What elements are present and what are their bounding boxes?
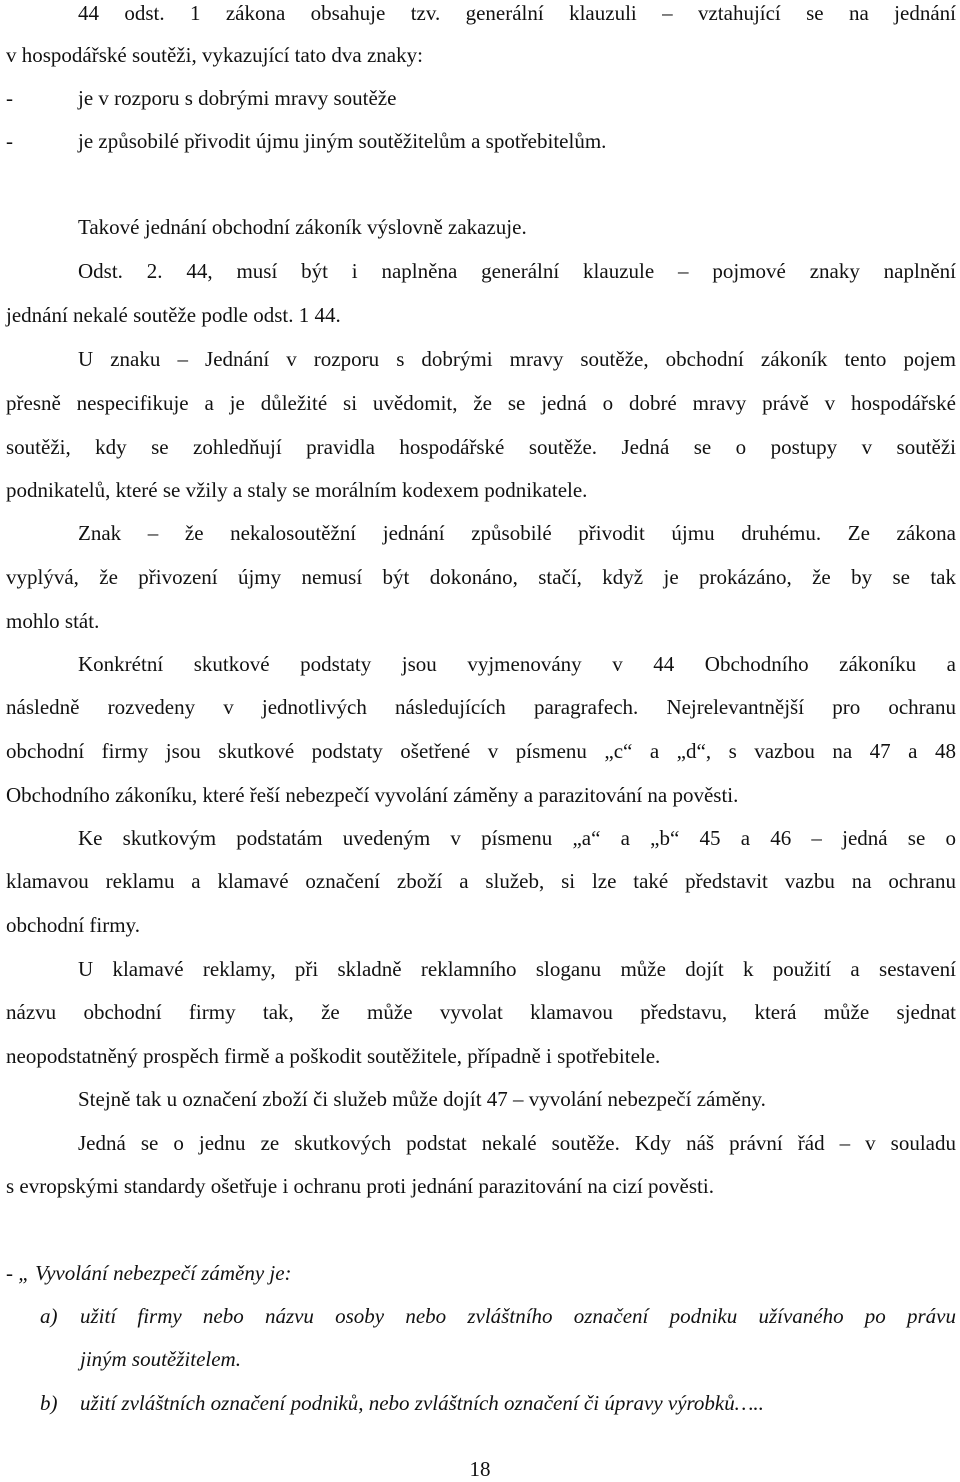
text-line: Obchodního zákoníku, které řeší nebezpečí vyvolání záměny a parazitování na pověsti. — [6, 783, 739, 807]
section-heading: - „ Vyvolání nebezpečí záměny je: — [6, 1261, 292, 1285]
text-line: jednání nekalé soutěže podle odst. 1 44. — [6, 303, 341, 327]
text-line: 44 odst. 1 zákona obsahuje tzv. generální klauzuli – vztahující se na jednání — [78, 1, 956, 25]
text-line: názvu obchodní firmy tak, že může vyvolat klamavou představu, která může sjednat — [6, 1000, 956, 1024]
text-line: soutěži, kdy se zohledňují pravidla hospodářské soutěže. Jedná se o postupy v soutěži — [6, 435, 956, 459]
text-line: v hospodářské soutěži, vykazující tato dva znaky: — [6, 43, 423, 67]
text-line: mohlo stát. — [6, 609, 100, 633]
text-line: neopodstatněný prospěch firmě a poškodit soutěžitele, případně i spotřebitele. — [6, 1044, 661, 1068]
list-item-text: je způsobilé přivodit újmu jiným soutěžitelům a spotřebitelům. — [78, 129, 607, 153]
text-line: Takové jednání obchodní zákoník výslovně zakazuje. — [78, 215, 527, 239]
list-item-continuation: jiným soutěžitelem. — [80, 1347, 241, 1371]
text-line: následně rozvedeny v jednotlivých následujících paragrafech. Nejrelevantnější pro ochranu — [6, 695, 956, 719]
list-marker: b) — [40, 1391, 58, 1415]
bullet-dash: - — [6, 86, 13, 110]
list-item-text: užití firmy nebo názvu osoby nebo zvláštního označení podniku užívaného po právu — [80, 1304, 956, 1328]
page-number: 18 — [469, 1457, 491, 1481]
list-marker: a) — [40, 1304, 58, 1328]
text-line: klamavou reklamu a klamavé označení zboží a služeb, si lze také představit vazbu na ochranu — [6, 869, 956, 893]
list-item-text: užití zvláštních označení podniků, nebo zvláštních označení či úpravy výrobků….. — [80, 1391, 764, 1415]
text-line: Ke skutkovým podstatám uvedeným v písmenu „a“ a „b“ 45 a 46 – jedná se o — [78, 826, 956, 850]
bullet-dash: - — [6, 129, 13, 153]
text-line: Konkrétní skutkové podstaty jsou vyjmenovány v 44 Obchodního zákoníku a — [78, 652, 956, 676]
list-item — [6, 85, 396, 111]
text-line: s evropskými standardy ošetřuje i ochranu proti jednání parazitování na cizí pověsti. — [6, 1174, 714, 1198]
text-line: Znak – že nekalosoutěžní jednání způsobilé přivodit újmu druhému. Ze zákona — [78, 521, 956, 545]
list-item — [6, 128, 606, 154]
text-line: Jedná se o jednu ze skutkových podstat nekalé soutěže. Kdy náš právní řád – v souladu — [78, 1131, 956, 1155]
list-item — [40, 1390, 764, 1416]
list-item — [40, 1303, 956, 1329]
text-line: U klamavé reklamy, při skladně reklamního sloganu může dojít k použití a sestavení — [78, 957, 956, 981]
text-line: U znaku – Jednání v rozporu s dobrými mravy soutěže, obchodní zákoník tento pojem — [78, 347, 956, 371]
text-line: Odst. 2. 44, musí být i naplněna generální klauzule – pojmové znaky naplnění — [78, 259, 956, 283]
text-line: obchodní firmy. — [6, 913, 140, 937]
list-item-text: je v rozporu s dobrými mravy soutěže — [78, 86, 397, 110]
text-line: vyplývá, že přivození újmy nemusí být dokonáno, stačí, když je prokázáno, že by se tak — [6, 565, 956, 589]
text-line: přesně nespecifikuje a je důležité si uvědomit, že se jedná o dobré mravy právě v hospodářské — [6, 391, 956, 415]
text-line: podnikatelů, které se vžily a staly se morálním kodexem podnikatele. — [6, 478, 588, 502]
text-line: obchodní firmy jsou skutkové podstaty ošetřené v písmenu „c“ a „d“, s vazbou na 47 a 48 — [6, 739, 956, 763]
text-line: Stejně tak u označení zboží či služeb může dojít 47 – vyvolání nebezpečí záměny. — [78, 1087, 766, 1111]
